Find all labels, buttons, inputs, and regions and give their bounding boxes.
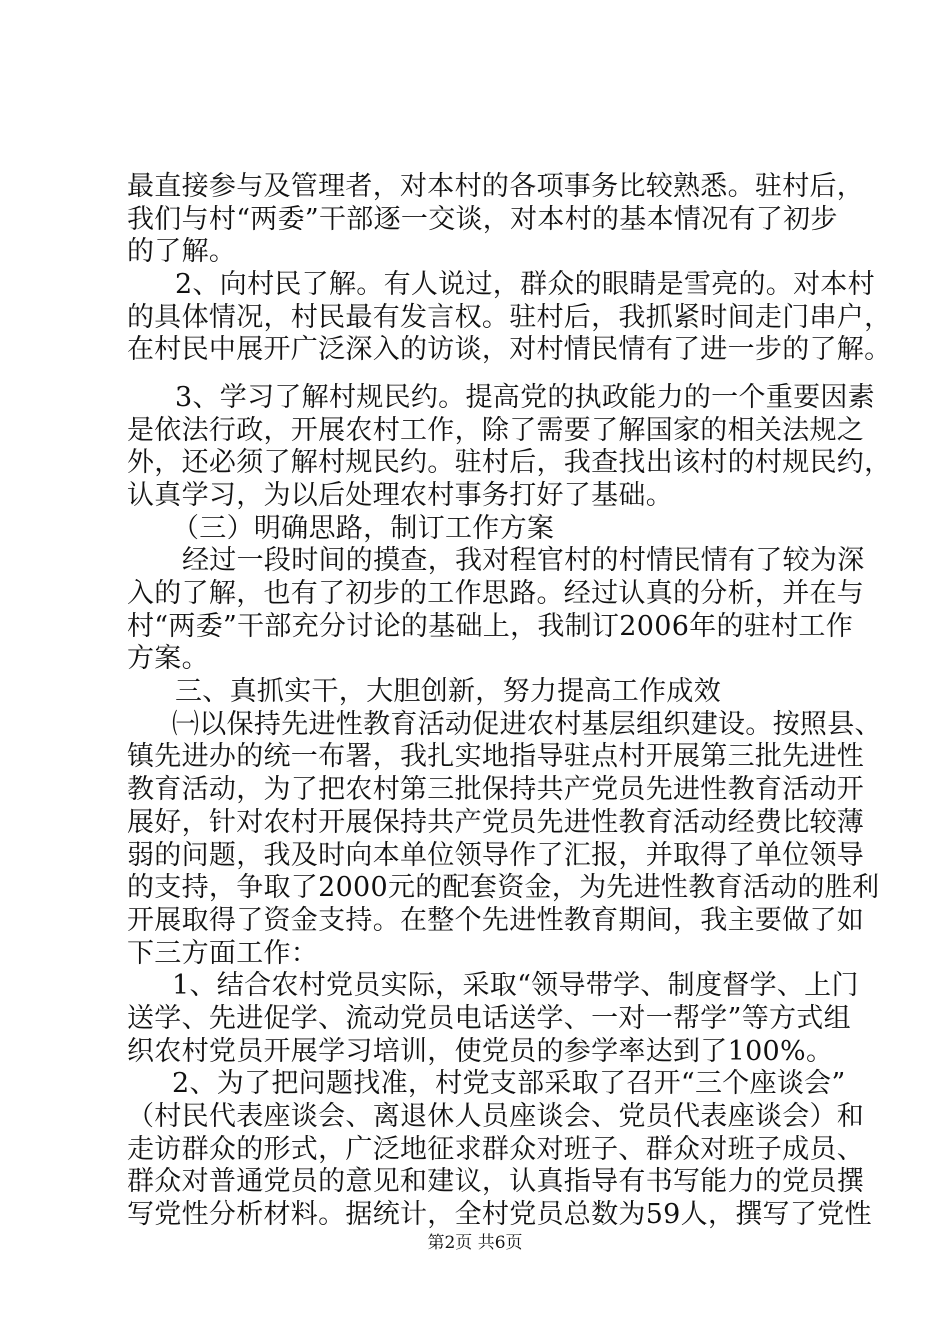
section-heading: 三、真抓实干，大胆创新，努力提高工作成效	[175, 676, 721, 707]
text-line: 展好，针对农村开展保持共产党员先进性教育活动经费比较薄	[127, 807, 865, 838]
text-line: 在村民中展开广泛深入的访谈，对村情民情有了进一步的了解。	[127, 334, 892, 365]
text-line: 群众对普通党员的意见和建议，认真指导有书写能力的党员撰	[127, 1166, 865, 1197]
text-line: 我们与村“两委”干部逐一交谈，对本村的基本情况有了初步	[127, 204, 838, 235]
text-line: 下三方面工作：	[127, 938, 319, 969]
text-line: 1、结合农村党员实际，采取“领导带学、制度督学、上门	[172, 970, 859, 1001]
text-line: 弱的问题，我及时向本单位领导作了汇报，并取得了单位领导	[127, 840, 865, 871]
text-line: 开展取得了资金支持。在整个先进性教育期间，我主要做了如	[127, 905, 865, 936]
text-line: 村“两委”干部充分讨论的基础上，我制订2006年的驻村工作	[127, 611, 854, 642]
text-line: 外，还必须了解村规民约。驻村后，我查找出该村的村规民约，	[127, 447, 892, 478]
text-line: 织农村党员开展学习培训，使党员的参学率达到了100%。	[127, 1036, 834, 1067]
text-line: 镇先进办的统一布署，我扎实地指导驻点村开展第三批先进性	[127, 741, 865, 772]
text-line: 2、向村民了解。有人说过，群众的眼睛是雪亮的。对本村	[175, 269, 875, 300]
text-line: 教育活动，为了把农村第三批保持共产党员先进性教育活动开	[127, 774, 865, 805]
text-line: 方案。	[127, 643, 209, 674]
text-line: ㈠以保持先进性教育活动促进农村基层组织建设。按照县、	[172, 709, 882, 740]
text-line: （村民代表座谈会、离退休人员座谈会、党员代表座谈会）和	[127, 1101, 865, 1132]
text-line: 2、为了把问题找准，村党支部采取了召开“三个座谈会”	[172, 1068, 846, 1099]
text-line: 的具体情况，村民最有发言权。驻村后，我抓紧时间走门串户，	[127, 302, 892, 333]
text-line: 走访群众的形式，广泛地征求群众对班子、群众对班子成员、	[127, 1134, 865, 1165]
text-line: 送学、先进促学、流动党员电话送学、一对一帮学”等方式组	[127, 1003, 851, 1034]
page-footer: 第2页 共6页	[427, 1233, 523, 1253]
text-line: 最直接参与及管理者，对本村的各项事务比较熟悉。驻村后，	[127, 171, 865, 202]
text-line: 认真学习，为以后处理农村事务打好了基础。	[127, 480, 673, 511]
text-line: 经过一段时间的摸查，我对程官村的村情民情有了较为深	[182, 545, 865, 576]
text-line: 的了解。	[127, 236, 237, 267]
text-line: 入的了解，也有了初步的工作思路。经过认真的分析，并在与	[127, 578, 865, 609]
text-line: 3、学习了解村规民约。提高党的执政能力的一个重要因素	[175, 382, 875, 413]
text-line: 写党性分析材料。据统计，全村党员总数为59人，撰写了党性	[127, 1199, 872, 1230]
text-line: 是依法行政，开展农村工作，除了需要了解国家的相关法规之	[127, 415, 865, 446]
section-heading: （三）明确思路，制订工作方案	[172, 513, 555, 544]
text-line: 的支持，争取了2000元的配套资金，为先进性教育活动的胜利	[127, 872, 880, 903]
